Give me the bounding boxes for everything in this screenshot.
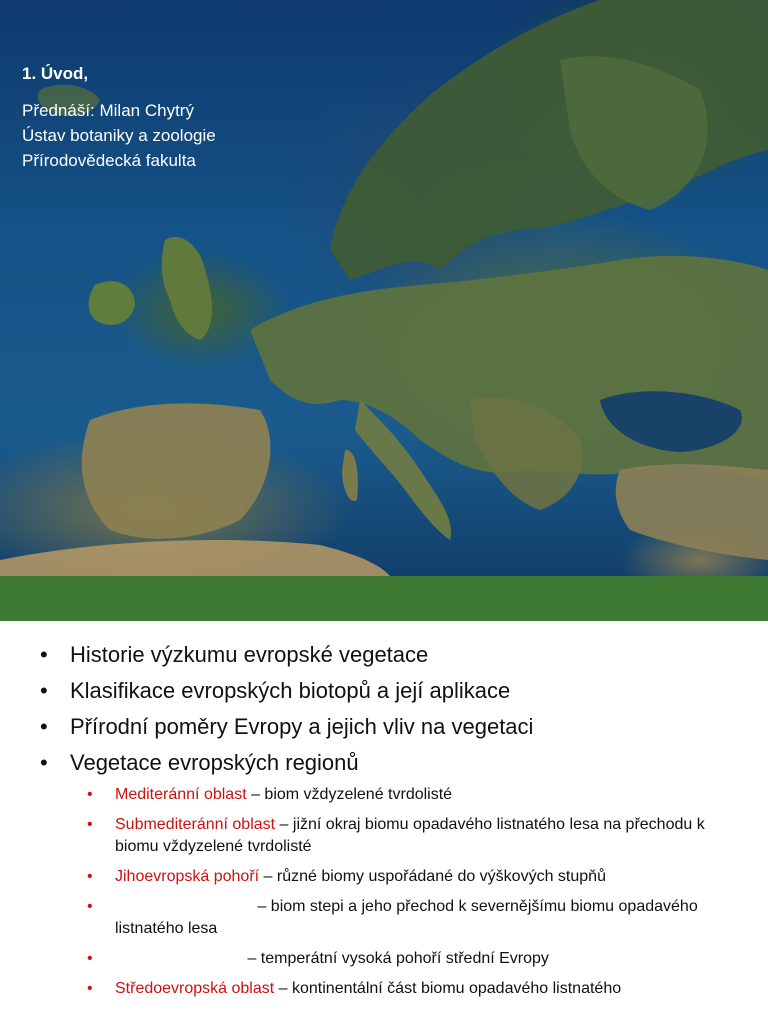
lecturer-line: Přednáší: Milan Chytrý [22,101,194,120]
sub-bullet-steppe: • – biom stepi a jeho přechod k severnějšímu biomu opadavého listnatého lesa [87,898,698,937]
bullet-marker: • [40,642,48,667]
institute-line: Ústav botaniky a zoologie [22,126,216,145]
sub-bullet-marker: • [87,898,93,915]
bullet-regions: • Vegetace evropských regionů [0,748,768,778]
iberia-shape [82,403,271,538]
sub-bullet-marker: • [87,868,93,885]
sub-bullet-submediterranean: • Submediteránní oblast – jižní okraj biomu opadavého listnatého lesa na přechodu k biomu vždyzelené tvrdolisté [87,816,705,855]
sub-bullet-list [0,784,768,1000]
title-block [22,64,216,173]
lecture-title: 1. Úvod, [22,64,89,83]
corsica-sardinia-shape [342,450,358,501]
bullet-classification: • Klasifikace evropských biotopů a její aplikace [0,676,768,706]
bullet-marker: • [40,714,48,739]
sub-bullet-temperate-mountains: • – temperátní vysoká pohoří střední Evropy [0,948,768,970]
sub-bullet-marker: • [87,816,93,833]
bullet-marker: • [40,750,48,775]
ireland-shape [89,281,135,325]
sub-bullet-marker: • [87,786,93,803]
bullet-history: • Historie výzkumu evropské vegetace [0,640,768,670]
main-bullet-list [0,640,768,778]
faculty-line: Přírodovědecká fakulta [22,151,196,170]
sub-bullet-marker: • [87,950,93,967]
bullet-natural-conditions: • Přírodní poměry Evropy a jejich vliv na vegetaci [0,712,768,742]
outline-content [0,640,768,1008]
anatolia-shape [616,464,768,560]
sub-bullet-south-mountains: • Jihoevropská pohoří – různé biomy uspořádané do výškových stupňů [0,866,768,888]
sub-bullet-central-europe: • Středoevropská oblast – kontinentální část biomu opadavého listnatého [0,978,768,1000]
sub-bullet-marker: • [87,980,93,997]
sub-bullet-mediterranean: • Mediteránní oblast – biom vždyzelené tvrdolisté [0,784,768,806]
great-britain-shape [162,237,212,340]
north-africa-shape [0,540,390,576]
green-divider-band [0,576,768,621]
bullet-marker: • [40,678,48,703]
